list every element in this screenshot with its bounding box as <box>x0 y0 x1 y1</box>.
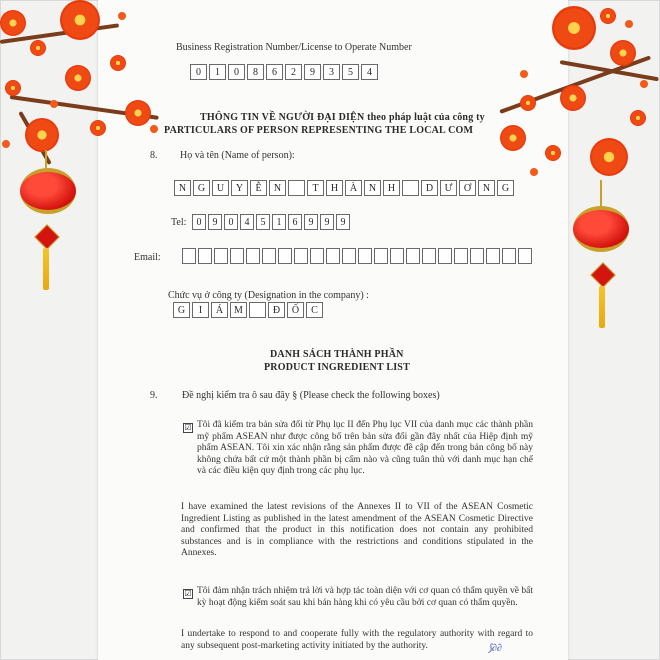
email-char-box[interactable] <box>438 248 452 264</box>
ingredients-title-en: PRODUCT INGREDIENT LIST <box>264 362 410 373</box>
designation-letter-box[interactable] <box>249 302 266 318</box>
designation-letter-box[interactable]: C <box>306 302 323 318</box>
email-char-box[interactable] <box>422 248 436 264</box>
designation-letter-box[interactable]: M <box>230 302 247 318</box>
checkbox-responsibility[interactable]: ☑ <box>184 589 192 598</box>
email-char-box[interactable] <box>406 248 420 264</box>
email-char-box[interactable] <box>214 248 228 264</box>
registration-number-boxes <box>190 64 380 80</box>
name-letter-box[interactable]: H <box>383 180 400 196</box>
designation-letter-box[interactable]: Đ <box>268 302 285 318</box>
email-char-box[interactable] <box>246 248 260 264</box>
tel-digit-box[interactable]: 9 <box>320 214 334 230</box>
responsibility-text-vi: Tôi đảm nhận trách nhiệm trả lời và hợp tác toàn diện với cơ quan có thẩm quyền về bất kỳ hoạt động kiểm soát sau khi bán hàng khi có yêu cầu bởi cơ quan có thẩm quyền. <box>197 586 533 608</box>
designation-letter-box[interactable]: G <box>173 302 190 318</box>
registration-digit-box[interactable]: 8 <box>247 64 264 80</box>
tel-digit-box[interactable]: 0 <box>224 214 238 230</box>
email-char-box[interactable] <box>294 248 308 264</box>
tel-digit-box[interactable]: 9 <box>336 214 350 230</box>
designation-boxes <box>173 302 325 318</box>
name-letter-box[interactable]: N <box>174 180 191 196</box>
checkbox-annex-review[interactable]: ☑ <box>184 423 192 432</box>
annex-review-text-en: I have examined the latest revisions of the Annexes II to VII of the ASEAN Cosmetic Ingredient Listing as published in the latest amendment of the ASEAN Cosmetic Directive and confirmed that the product in this notification does not contain any prohibited substances and is in compliance with the restrictions and conditions stipulated in the Annexes. <box>181 502 533 558</box>
registration-digit-box[interactable]: 0 <box>190 64 207 80</box>
registration-label: Business Registration Number/License to Operate Number <box>176 42 412 53</box>
name-letter-box[interactable]: Ễ <box>250 180 267 196</box>
registration-digit-box[interactable]: 6 <box>266 64 283 80</box>
name-letter-box[interactable]: H <box>326 180 343 196</box>
email-char-box[interactable] <box>310 248 324 264</box>
item-9-number: 9. <box>150 390 158 401</box>
annex-review-text-vi: Tôi đã kiểm tra bản sửa đổi từ Phụ lục II đến Phụ lục VII của danh mục các thành phần mỹ phẩm ASEAN như được công bố trên bản sửa đổi gần đây nhất của Hiệp định mỹ phẩm ASEAN. Tôi xin xác nhận rằng sản phẩm được đề cập đến trong bản công bố này không chứa bất cứ một thành phần bị cấm nào và cũng tuân thủ với danh mục hạn chế và các điều kiện quy định trong các phụ lục. <box>197 420 533 476</box>
email-char-box[interactable] <box>198 248 212 264</box>
tel-digit-box[interactable]: 1 <box>272 214 286 230</box>
designation-letter-box[interactable]: I <box>192 302 209 318</box>
registration-digit-box[interactable]: 5 <box>342 64 359 80</box>
name-letter-box[interactable]: Y <box>231 180 248 196</box>
registration-digit-box[interactable]: 2 <box>285 64 302 80</box>
email-char-box[interactable] <box>230 248 244 264</box>
name-boxes <box>174 180 516 196</box>
email-char-box[interactable] <box>326 248 340 264</box>
name-label: Họ và tên (Name of person): <box>180 150 295 161</box>
registration-digit-box[interactable]: 9 <box>304 64 321 80</box>
designation-letter-box[interactable]: Á <box>211 302 228 318</box>
ingredients-title-vi: DANH SÁCH THÀNH PHẦN <box>270 349 404 360</box>
check-instruction: Đề nghị kiểm tra ô sau đây § (Please check the following boxes) <box>182 390 440 401</box>
email-char-box[interactable] <box>486 248 500 264</box>
email-char-box[interactable] <box>262 248 276 264</box>
tel-digit-box[interactable]: 6 <box>288 214 302 230</box>
name-letter-box[interactable]: À <box>345 180 362 196</box>
responsibility-text-en: I undertake to respond to and cooperate fully with the regulatory authority with regard to any subsequent post-marketing activity initiated by the authority. <box>181 629 533 651</box>
registration-digit-box[interactable]: 0 <box>228 64 245 80</box>
name-letter-box[interactable]: N <box>478 180 495 196</box>
handwritten-mark: ⟆∂∂ <box>488 643 502 654</box>
email-char-box[interactable] <box>518 248 532 264</box>
tel-boxes <box>192 214 352 230</box>
email-char-box[interactable] <box>454 248 468 264</box>
name-letter-box[interactable]: G <box>193 180 210 196</box>
item-8-number: 8. <box>150 150 158 161</box>
registration-digit-box[interactable]: 1 <box>209 64 226 80</box>
registration-digit-box[interactable]: 3 <box>323 64 340 80</box>
tel-digit-box[interactable]: 9 <box>304 214 318 230</box>
name-letter-box[interactable] <box>288 180 305 196</box>
email-label: Email: <box>134 252 161 263</box>
email-char-box[interactable] <box>502 248 516 264</box>
email-boxes <box>182 248 534 264</box>
designation-letter-box[interactable]: Ố <box>287 302 304 318</box>
tel-digit-box[interactable]: 9 <box>208 214 222 230</box>
email-char-box[interactable] <box>342 248 356 264</box>
email-char-box[interactable] <box>182 248 196 264</box>
email-char-box[interactable] <box>358 248 372 264</box>
tel-label: Tel: <box>171 217 187 228</box>
form-sheet <box>98 0 568 660</box>
email-char-box[interactable] <box>374 248 388 264</box>
tel-digit-box[interactable]: 0 <box>192 214 206 230</box>
email-char-box[interactable] <box>470 248 484 264</box>
tel-digit-box[interactable]: 5 <box>256 214 270 230</box>
name-letter-box[interactable] <box>402 180 419 196</box>
name-letter-box[interactable]: N <box>364 180 381 196</box>
name-letter-box[interactable]: T <box>307 180 324 196</box>
email-char-box[interactable] <box>390 248 404 264</box>
representative-title-en: PARTICULARS OF PERSON REPRESENTING THE LOCAL COM <box>164 125 474 136</box>
name-letter-box[interactable]: G <box>497 180 514 196</box>
name-letter-box[interactable]: U <box>212 180 229 196</box>
tel-digit-box[interactable]: 4 <box>240 214 254 230</box>
designation-label: Chức vụ ở công ty (Designation in the company) : <box>168 290 369 301</box>
name-letter-box[interactable]: N <box>269 180 286 196</box>
name-letter-box[interactable]: Ơ <box>459 180 476 196</box>
email-char-box[interactable] <box>278 248 292 264</box>
registration-digit-box[interactable]: 4 <box>361 64 378 80</box>
name-letter-box[interactable]: D <box>421 180 438 196</box>
name-letter-box[interactable]: Ư <box>440 180 457 196</box>
representative-title-vi: THÔNG TIN VỀ NGƯỜI ĐẠI DIỆN theo pháp luật của công ty <box>200 112 485 123</box>
